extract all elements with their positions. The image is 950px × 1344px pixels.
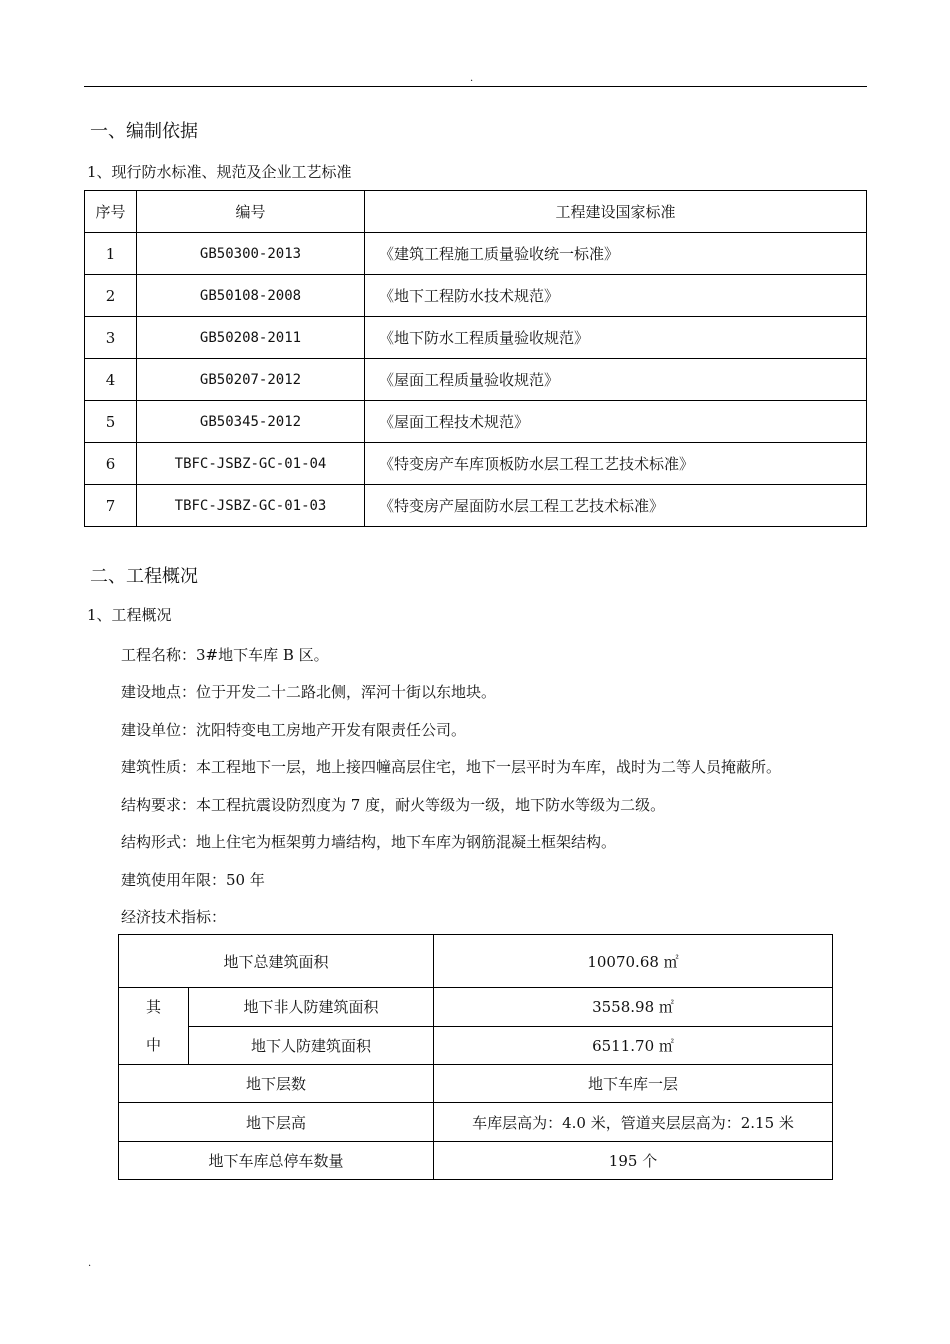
econ-table xyxy=(118,934,833,1180)
row-name: 《屋面工程质量验收规范》 xyxy=(365,359,867,401)
row-code: GB50300-2013 xyxy=(137,233,365,275)
econ-indicators-label: 经济技术指标： xyxy=(121,908,227,926)
row-no: 2 xyxy=(85,275,137,317)
structure-form: 结构形式：地上住宅为框架剪力墙结构，地下车库为钢筋混凝土框架结构。 xyxy=(121,833,617,851)
section2-subtitle: 1、工程概况 xyxy=(87,606,172,624)
row-name: 《屋面工程技术规范》 xyxy=(365,401,867,443)
footer-dot: . xyxy=(88,1258,92,1269)
project-name: 工程名称：3#地下车库 B 区。 xyxy=(121,646,329,664)
civil-area-value: 6511.70 ㎡ xyxy=(434,1026,833,1065)
row-name: 《地下防水工程质量验收规范》 xyxy=(365,317,867,359)
row-no: 4 xyxy=(85,359,137,401)
service-life: 建筑使用年限：50 年 xyxy=(121,871,265,889)
civil-area-label: 地下人防建筑面积 xyxy=(189,1026,434,1065)
table-row xyxy=(85,317,867,359)
row-code: TBFC-JSBZ-GC-01-03 xyxy=(137,485,365,527)
standards-table xyxy=(84,190,867,527)
row-no: 7 xyxy=(85,485,137,527)
table-row xyxy=(85,233,867,275)
header-cell-code: 编号 xyxy=(137,191,365,233)
qizhong-char-2: 中 xyxy=(145,1036,161,1054)
row-code: GB50207-2012 xyxy=(137,359,365,401)
table-row xyxy=(85,275,867,317)
non-civil-area-value: 3558.98 ㎡ xyxy=(434,988,833,1027)
parking-label: 地下车库总停车数量 xyxy=(119,1142,434,1180)
row-code: GB50108-2008 xyxy=(137,275,365,317)
qizhong-char-1: 其 xyxy=(145,998,161,1016)
floors-value: 地下车库一层 xyxy=(434,1065,833,1103)
table-header-row xyxy=(85,191,867,233)
project-builder: 建设单位：沈阳特变电工房地产开发有限责任公司。 xyxy=(121,721,467,739)
table-row xyxy=(119,935,833,988)
total-area-value: 10070.68 ㎡ xyxy=(434,935,833,988)
header-dot: . xyxy=(470,73,474,84)
section1-title: 一、编制依据 xyxy=(90,121,198,142)
table-row xyxy=(119,1142,833,1180)
header-cell-name: 工程建设国家标准 xyxy=(365,191,867,233)
table-row xyxy=(119,988,833,1027)
table-row xyxy=(119,1103,833,1142)
header-rule xyxy=(84,86,867,87)
qizhong-cell xyxy=(119,988,189,1065)
table-row xyxy=(85,401,867,443)
header-cell-no: 序号 xyxy=(85,191,137,233)
table-row xyxy=(85,359,867,401)
row-name: 《建筑工程施工质量验收统一标准》 xyxy=(365,233,867,275)
row-name: 《特变房产车库顶板防水层工程工艺技术标准》 xyxy=(365,443,867,485)
non-civil-area-label: 地下非人防建筑面积 xyxy=(189,988,434,1027)
building-nature: 建筑性质：本工程地下一层，地上接四幢高层住宅，地下一层平时为车库，战时为二等人员掩蔽所。 xyxy=(121,758,782,776)
row-no: 6 xyxy=(85,443,137,485)
row-code: GB50208-2011 xyxy=(137,317,365,359)
height-value: 车库层高为：4.0 米，管道夹层层高为：2.15 米 xyxy=(434,1103,833,1142)
section2-title: 二、工程概况 xyxy=(90,566,198,587)
row-name: 《特变房产屋面防水层工程工艺技术标准》 xyxy=(365,485,867,527)
project-location: 建设地点：位于开发二十二路北侧，浑河十街以东地块。 xyxy=(121,683,497,701)
row-no: 1 xyxy=(85,233,137,275)
row-no: 3 xyxy=(85,317,137,359)
row-code: GB50345-2012 xyxy=(137,401,365,443)
total-area-label: 地下总建筑面积 xyxy=(119,935,434,988)
table-row xyxy=(119,1065,833,1103)
height-label: 地下层高 xyxy=(119,1103,434,1142)
floors-label: 地下层数 xyxy=(119,1065,434,1103)
section1-subtitle: 1、现行防水标准、规范及企业工艺标准 xyxy=(87,163,352,181)
parking-value: 195 个 xyxy=(434,1142,833,1180)
table-row xyxy=(119,1026,833,1065)
row-no: 5 xyxy=(85,401,137,443)
table-row xyxy=(85,443,867,485)
table-row xyxy=(85,485,867,527)
row-code: TBFC-JSBZ-GC-01-04 xyxy=(137,443,365,485)
structure-requirement: 结构要求：本工程抗震设防烈度为 7 度，耐火等级为一级，地下防水等级为二级。 xyxy=(121,796,666,814)
row-name: 《地下工程防水技术规范》 xyxy=(365,275,867,317)
